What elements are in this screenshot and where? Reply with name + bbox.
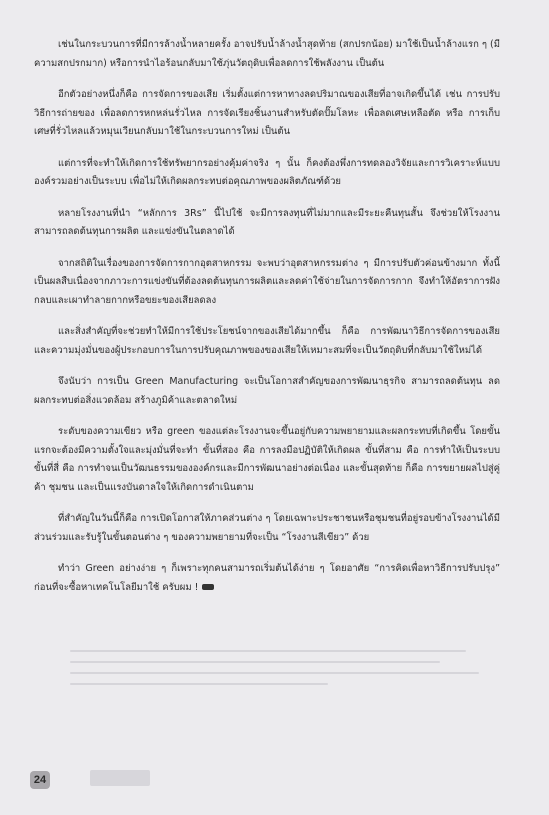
paragraph-5: จากสถิติในเรื่องของการจัดการกากอุตสาหกรรม จะพบว่าอุตสาหกรรมต่าง ๆ มีการปรับตัวค่อนข้างมาก ทั้งนี้เป็นผลสืบเนื่องจากภาวะการแข่งขันที่ต้องลดต้นทุนการผลิตและลดค่าใช้จ่ายในการจัดการกาก จึงทำให้อัตราการฝังกลบและเผาทำลายกากหรือขยะของเสียลดลง <box>34 257 500 306</box>
body-text <box>34 36 500 610</box>
paragraph-10-text: ทำว่า Green อย่างง่าย ๆ ก็เพราะทุกคนสามารถเริ่มต้นได้ง่าย ๆ โดยอาศัย “การคิดเพื่อหาวิธีการปรับปรุง” ก่อนที่จะซื้อหาเทคโนโลยีมาใช้ ครับผม ! <box>34 563 500 593</box>
paragraph-9: ที่สำคัญในวันนี้ก็คือ การเปิดโอกาสให้ภาคส่วนต่าง ๆ โดยเฉพาะประชาชนหรือชุมชนที่อยู่รอบข้างโรงงานได้มีส่วนร่วมและรับรู้ในขั้นตอนต่าง ๆ ของความพยายามที่จะเป็น “โรงงานสีเขียว” ด้วย <box>34 513 500 543</box>
paragraph-3: แต่การที่จะทำให้เกิดการใช้ทรัพยากรอย่างคุ้มค่าจริง ๆ นั้น ก็คงต้องพึ่งการทดลองวิจัยและการวิเคราะห์แบบองค์รวมอย่างเป็นระบบ เพื่อไม่ให้เกิดผลกระทบต่อคุณภาพของผลิตภัณฑ์ด้วย <box>34 157 500 187</box>
paragraph-6: และสิ่งสำคัญที่จะช่วยทำให้มีการใช้ประโยชน์จากของเสียได้มากขึ้น ก็คือ การพัฒนาวิธีการจัดการของเสียและความมุ่งมั่นของผู้ประกอบการในการปรับคุณภาพของของเสียให้เหมาะสมที่จะเป็นวัตถุดิบที่กลับมาใช้ใหม่ได้ <box>34 326 500 356</box>
paragraph-8: ระดับของความเขียว หรือ green ของแต่ละโรงงานจะขึ้นอยู่กับความพยายามและผลกระทบที่เกิดขึ้น โดยขั้นแรกจะต้องมีความตั้งใจและมุ่งมั่นที่จะทำ ขั้นที่สอง คือ การลงมือปฏิบัติให้เกิดผล ขั้นที่สาม คือ การทำให้เป็นระบบ ขั้นที่สี่ คือ การทำจนเป็นวัฒนธรรมขององค์กรและมีการพัฒนาอย่างต่อเนื่อง และขั้นสุดท้าย ก็คือ การขยายผลไปสู่คู่ค้า ชุมชน และเป็นแรงบันดาลใจให้เกิดการดำเนินตาม <box>34 426 500 493</box>
end-of-article-icon <box>202 584 214 590</box>
paragraph-10 <box>34 560 500 597</box>
bleed-through-heading <box>90 770 150 786</box>
bleed-through-watermark <box>70 650 500 700</box>
page-number: 24 <box>30 771 50 789</box>
paragraph-2: อีกตัวอย่างหนึ่งก็คือ การจัดการของเสีย เริ่มตั้งแต่การหาทางลดปริมาณของเสียที่อาจเกิดขึ้นได้ เช่น การปรับวิธีการถ่ายของ เพื่อลดการหกหล่นรั่วไหล การจัดเรียงชิ้นงานสำหรับตัดปั๊มโลหะ เพื่อลดเศษเหลือตัด หรือ การเก็บเศษที่รั่วไหลแล้วหมุนเวียนกลับมาใช้ในกระบวนการใหม่ เป็นต้น <box>34 89 500 137</box>
paragraph-1: เช่นในกระบวนการที่มีการล้างน้ำหลายครั้ง อาจปรับน้ำล้างน้ำสุดท้าย (สกปรกน้อย) มาใช้เป็นน้ำล้างแรก ๆ (มีความสกปรกมาก) หรือการนำไอร้อนกลับมาใช้ภุ่นวัตถุดิบเพื่อลดการใช้พลังงาน เป็นต้น <box>34 39 500 69</box>
paragraph-4: หลายโรงงานที่นำ “หลักการ 3Rs” นี้ไปใช้ จะมีการลงทุนที่ไม่มากและมีระยะคืนทุนสั้น จึงช่วยให้โรงงานสามารถลดต้นทุนการผลิต และแข่งขันในตลาดได้ <box>34 207 500 237</box>
paragraph-7: จึงนับว่า การเป็น Green Manufacturing จะเป็นโอกาสสำคัญของการพัฒนาธุรกิจ สามารถลดต้นทุน ลดผลกระทบต่อสิ่งแวดล้อม สร้างภูมิค้าและตลาดใหม่ <box>34 376 500 406</box>
